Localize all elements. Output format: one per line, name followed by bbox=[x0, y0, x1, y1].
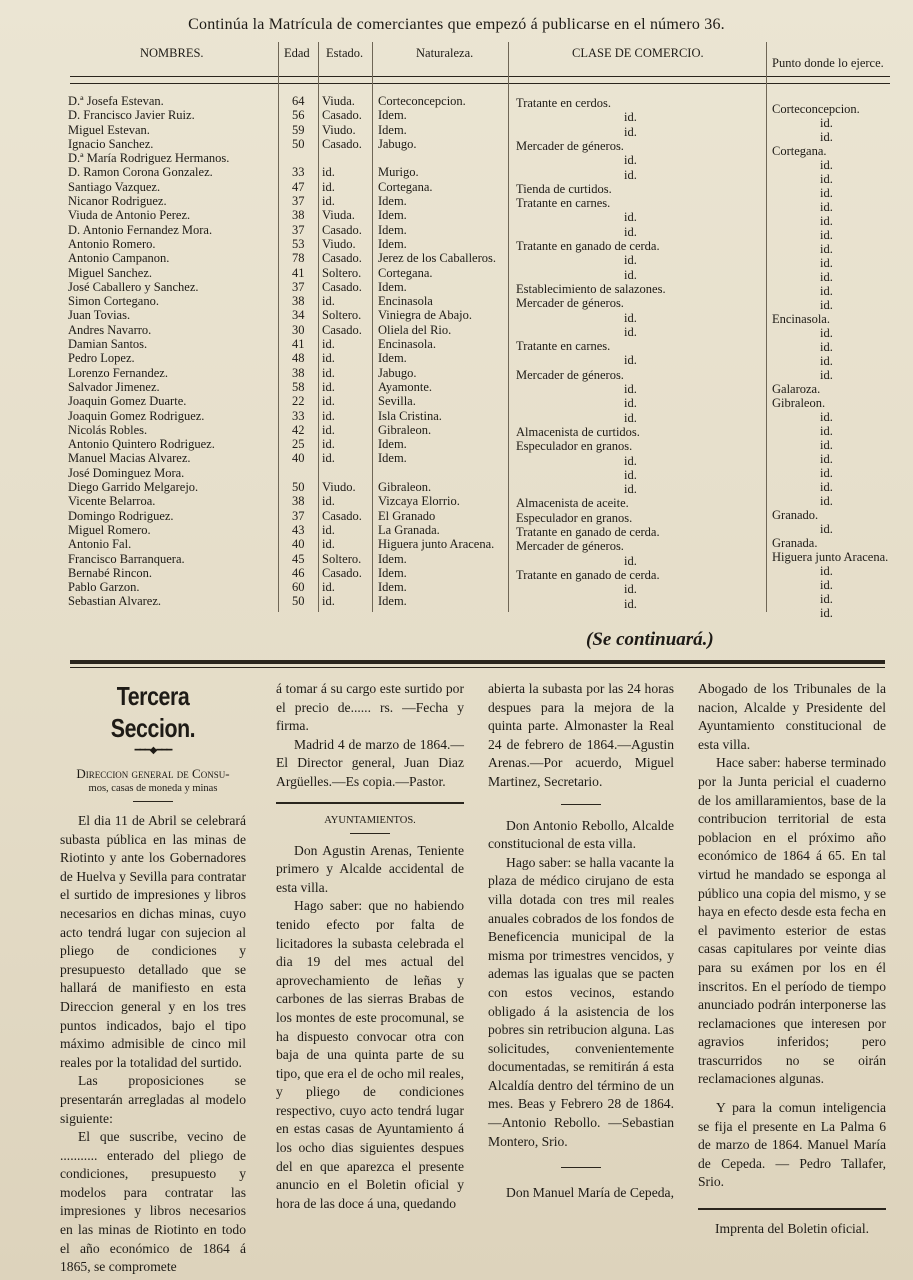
registry-state: Soltero. bbox=[322, 308, 362, 323]
registry-age: 58 bbox=[292, 379, 305, 394]
registry-commerce: Tienda de curtidos. bbox=[516, 181, 612, 196]
registry-name: Diego Garrido Melgarejo. bbox=[68, 480, 199, 495]
registry-age: 37 bbox=[292, 508, 305, 523]
registry-point: id. bbox=[820, 410, 833, 424]
registry-age bbox=[292, 466, 305, 480]
column-divider bbox=[766, 42, 767, 612]
registry-point: id. bbox=[820, 578, 833, 592]
registry-age: 53 bbox=[292, 236, 305, 251]
registry-commerce: id. bbox=[624, 124, 637, 139]
ayuntamientos-heading: AYUNTAMIENTOS. bbox=[324, 814, 416, 826]
registry-commerce: Tratante en carnes. bbox=[516, 339, 611, 354]
registry-name: José Dominguez Mora. bbox=[68, 465, 185, 480]
registry-point: id. bbox=[820, 452, 833, 466]
registry-nature: Gibraleon. bbox=[378, 422, 432, 437]
registry-state: id. bbox=[322, 179, 335, 194]
registry-nature: Encinasola. bbox=[378, 337, 436, 352]
auction-paragraph: El dia 11 de Abril se celebrará subasta pública en las minas de Riotinto y ante los Gobernadores de Huelva y Sevilla para contratar el surtido de impresiones y libros necesarios en dichas minas, cuyo acto tendrá lugar con sujecion al pliego de condiciones y presupuesto detallado que se hallará de manifiesto en esta Direccion general y en los tres puntos indicados, bajo el tipo máximo admisible de cinco mil reales por la totalidad del surtido. bbox=[60, 813, 246, 1070]
registry-commerce: Especulador en granos. bbox=[516, 439, 633, 454]
registry-age: 78 bbox=[292, 251, 305, 266]
registry-nature: Idem. bbox=[378, 351, 407, 366]
registry-commerce: id. bbox=[624, 253, 637, 268]
registry-age: 41 bbox=[292, 265, 305, 280]
department-line-1: Direccion general de Consu- bbox=[76, 766, 230, 781]
registry-name: Antonio Quintero Rodriguez. bbox=[68, 437, 215, 452]
registry-point: id. bbox=[820, 494, 833, 508]
registry-name: Manuel Macias Alvarez. bbox=[68, 451, 191, 466]
registry-state: Soltero. bbox=[322, 265, 362, 280]
registry-commerce: id. bbox=[624, 153, 637, 168]
registry-point: Higuera junto Aracena. bbox=[772, 550, 889, 564]
registry-state bbox=[322, 466, 362, 480]
madrid-signature: Madrid 4 de marzo de 1864.—El Director general, Juan Diaz Argüelles.—Es copia.—Pastor. bbox=[276, 736, 464, 789]
registry-state bbox=[322, 151, 362, 165]
registry-name: Domingo Rodriguez. bbox=[68, 508, 174, 523]
registry-state: Casado. bbox=[322, 251, 362, 266]
registry-name: Andres Navarro. bbox=[68, 322, 152, 337]
registry-commerce: Tratante en carnes. bbox=[516, 196, 611, 211]
proposals-paragraph: Las proposiciones se presentarán arregladas al modelo siguiente: bbox=[60, 1073, 246, 1126]
registry-nature: Gibraleon. bbox=[378, 480, 432, 495]
registry-age: 50 bbox=[292, 136, 305, 151]
registry-commerce: id. bbox=[624, 167, 637, 182]
state-column bbox=[322, 94, 362, 609]
ornament-rule: ━━━◆━━━ bbox=[134, 745, 172, 756]
registry-nature: Idem. bbox=[378, 108, 407, 123]
registry-name: Vicente Belarroa. bbox=[68, 494, 156, 509]
section-thin-rule bbox=[70, 667, 885, 668]
registry-age: 25 bbox=[292, 437, 305, 452]
registry-nature: Idem. bbox=[378, 437, 407, 452]
registry-state: Casado. bbox=[322, 279, 362, 294]
registry-point: id. bbox=[820, 130, 833, 144]
registry-name: Damian Santos. bbox=[68, 337, 148, 352]
registry-state: id. bbox=[322, 351, 335, 366]
registry-commerce: Mercader de géneros. bbox=[516, 138, 624, 153]
department-line-2: mos, casas de moneda y minas bbox=[88, 783, 218, 794]
registry-name: Antonio Campanon. bbox=[68, 251, 170, 266]
registry-point: id. bbox=[820, 256, 833, 270]
registry-point: Gibraleon. bbox=[772, 396, 826, 410]
registry-commerce: Tratante en cerdos. bbox=[516, 96, 611, 110]
registry-age: 38 bbox=[292, 365, 305, 380]
registry-age: 37 bbox=[292, 194, 305, 209]
registry-state: id. bbox=[322, 194, 335, 209]
registry-commerce: id. bbox=[624, 310, 637, 325]
column-header-nature: Naturaleza. bbox=[416, 46, 474, 60]
registry-commerce: id. bbox=[624, 267, 637, 282]
column-header-age: Edad bbox=[284, 46, 310, 60]
column-2 bbox=[276, 680, 464, 1213]
registry-name: Simon Cortegano. bbox=[68, 294, 159, 309]
registry-point: id. bbox=[820, 354, 833, 368]
registry-point: Cortegana. bbox=[772, 144, 827, 158]
registry-point: id. bbox=[820, 564, 833, 578]
registry-name: Joaquin Gomez Duarte. bbox=[68, 394, 187, 409]
registry-state: Viuda. bbox=[322, 94, 355, 108]
registry-commerce: Especulador en granos. bbox=[516, 510, 633, 525]
registry-name: D. Antonio Fernandez Mora. bbox=[68, 222, 213, 237]
column-divider bbox=[278, 42, 279, 612]
registry-age bbox=[292, 151, 305, 165]
registry-state: id. bbox=[322, 294, 335, 309]
registry-point: id. bbox=[820, 270, 833, 284]
cepeda-header: Don Manuel María de Cepeda, bbox=[506, 1185, 674, 1201]
registry-state: Casado. bbox=[322, 222, 362, 237]
registry-commerce: Mercader de géneros. bbox=[516, 367, 624, 382]
registry-name: Miguel Romero. bbox=[68, 522, 151, 537]
registry-nature: Idem. bbox=[378, 279, 407, 294]
rebollo-header: Don Antonio Rebollo, Alcalde constitucional de esta villa. bbox=[488, 817, 674, 852]
short-rule bbox=[561, 804, 601, 805]
registry-nature: Idem. bbox=[378, 594, 407, 609]
column-divider bbox=[318, 42, 319, 612]
registry-name: Joaquin Gomez Rodriguez. bbox=[68, 408, 205, 423]
section-thick-rule bbox=[70, 660, 885, 664]
registry-point: id. bbox=[820, 438, 833, 452]
column-divider bbox=[508, 42, 509, 612]
registry-commerce: id. bbox=[624, 467, 637, 482]
registry-age: 56 bbox=[292, 108, 305, 123]
registry-age: 64 bbox=[292, 94, 305, 108]
registry-commerce: id. bbox=[624, 410, 637, 425]
column-divider bbox=[372, 42, 373, 612]
names-column bbox=[68, 94, 229, 609]
registry-nature: La Granada. bbox=[378, 522, 440, 537]
registry-state: id. bbox=[322, 337, 335, 352]
registry-state: Casado. bbox=[322, 108, 362, 123]
registry-commerce: id. bbox=[624, 582, 637, 597]
registry-commerce: id. bbox=[624, 382, 637, 396]
registry-commerce: id. bbox=[624, 353, 637, 368]
registry-commerce: id. bbox=[624, 596, 637, 611]
column-header-commerce: CLASE DE COMERCIO. bbox=[572, 46, 704, 60]
registry-point: id. bbox=[820, 368, 833, 382]
registry-point: id. bbox=[820, 228, 833, 242]
registry-name: Pedro Lopez. bbox=[68, 351, 135, 366]
registry-name: Miguel Sanchez. bbox=[68, 265, 153, 280]
registry-point: Corteconcepcion. bbox=[772, 102, 860, 116]
registry-point: id. bbox=[820, 186, 833, 200]
registry-state: id. bbox=[322, 580, 335, 595]
registry-name: D.ª Josefa Estevan. bbox=[68, 94, 164, 108]
registry-point: id. bbox=[820, 480, 833, 494]
short-rule bbox=[561, 1167, 601, 1168]
page-title: Continúa la Matrícula de comerciantes que empezó á publicarse en el número 36. bbox=[188, 16, 725, 33]
registry-age: 38 bbox=[292, 208, 305, 223]
registry-commerce: id. bbox=[624, 210, 637, 225]
registry-name: Lorenzo Fernandez. bbox=[68, 365, 168, 380]
registry-commerce: id. bbox=[624, 553, 637, 568]
registry-commerce: id. bbox=[624, 110, 637, 125]
registry-age: 22 bbox=[292, 394, 305, 409]
registry-state: Casado. bbox=[322, 136, 362, 151]
registry-age: 50 bbox=[292, 594, 305, 609]
model-paragraph: El que suscribe, vecino de ........... enterado del pliego de condiciones, presupuesto y modelos para contratar las impresiones y libros necesarios en las minas de Riotinto en todo el año económico de 1864 á 1865, se compromete bbox=[60, 1129, 246, 1275]
registry-nature: El Granado bbox=[378, 508, 436, 523]
registry-nature: Idem. bbox=[378, 565, 407, 580]
registry-nature: Idem. bbox=[378, 222, 407, 237]
registry-name: Francisco Barranquera. bbox=[68, 551, 185, 566]
registry-nature: Encinasola bbox=[378, 294, 433, 309]
registry-nature: Idem. bbox=[378, 194, 407, 209]
registry-nature: Idem. bbox=[378, 236, 407, 251]
registry-age: 42 bbox=[292, 422, 305, 437]
header-rule bbox=[70, 76, 890, 77]
registry-nature: Murigo. bbox=[378, 165, 419, 180]
registry-age: 45 bbox=[292, 551, 305, 566]
registry-name: José Caballero y Sanchez. bbox=[68, 279, 199, 294]
registry-point: id. bbox=[820, 340, 833, 354]
registry-age: 30 bbox=[292, 322, 305, 337]
imprint-line: Imprenta del Boletin oficial. bbox=[714, 1221, 869, 1237]
registry-nature: Jabugo. bbox=[378, 365, 417, 380]
rebollo-notice: Hago saber: se halla vacante la plaza de médico cirujano de esta villa dotada con tres mil reales anuales cobrados de los fondos de Beneficencia municipal de la misma por trimestres vencidos, y ademas las igualas que se pacten con estos vecinos, estando obligado á la asistencia de los pobres sin retribucion alguna. Las solicitudes, convenientemente documentadas, se remitirán á esta Alcaldía dentro del término de un mes. Beas y Febrero 28 de 1864.—Antonio Rebollo. —Sebastian Montero, Srio. bbox=[488, 854, 674, 1149]
registry-point: id. bbox=[820, 606, 833, 620]
short-rule bbox=[133, 801, 173, 802]
registry-age: 40 bbox=[292, 451, 305, 466]
registry-state: Casado. bbox=[322, 565, 362, 580]
registry-state: id. bbox=[322, 408, 335, 423]
registry-name: Sebastian Alvarez. bbox=[68, 594, 162, 609]
arenas-notice: Hago saber: que no habiendo tenido efecto por falta de licitadores la subasta celebrada el dia 19 del mes actual del aprovechamiento de leñas y carbones de las sierras Brabas de los montes de este procomunal, se ha dispuesto convocar otra con baja de una quinta parte de su tipo, que era el de ocho mil reales, y pliego de condiciones respectivo, cuyo acto tendrá lugar en estas casas de Ayuntamiento á los ocho dias siguientes despues del en que aparezca el presente anuncio en el Boletin oficial y hora de las doce á una, quedando bbox=[276, 898, 464, 1211]
registry-name: Juan Tovias. bbox=[68, 308, 131, 323]
cepeda-closing: Y para la comun inteligencia se fija el presente en La Palma 6 de marzo de 1864. Manuel María de Cepeda. — Pedro Tallafer, Srio. bbox=[698, 1100, 886, 1190]
registry-state: id. bbox=[322, 451, 335, 466]
registry-nature: Cortegana. bbox=[378, 179, 433, 194]
registry-commerce: Mercader de géneros. bbox=[516, 296, 624, 311]
registry-nature: Cortegana. bbox=[378, 265, 433, 280]
registry-point: id. bbox=[820, 172, 833, 186]
registry-state: Viudo. bbox=[322, 122, 356, 137]
registry-state: Viudo. bbox=[322, 480, 356, 495]
registry-nature: Isla Cristina. bbox=[378, 408, 442, 423]
registry-age: 41 bbox=[292, 337, 305, 352]
registry-state: Viuda. bbox=[322, 208, 355, 223]
registry-name: Antonio Romero. bbox=[68, 236, 156, 251]
registry-nature: Ayamonte. bbox=[378, 379, 433, 394]
registry-name: D. Ramon Corona Gonzalez. bbox=[68, 165, 213, 180]
registry-nature bbox=[378, 466, 496, 480]
arenas-header: Don Agustin Arenas, Teniente primero y Alcalde accidental de esta villa. bbox=[276, 842, 464, 895]
column-header-names: NOMBRES. bbox=[140, 46, 204, 60]
column-rule bbox=[698, 1208, 886, 1210]
registry-name: Salvador Jimenez. bbox=[68, 379, 160, 394]
registry-commerce: id. bbox=[624, 324, 637, 339]
registry-commerce: Establecimiento de salazones. bbox=[516, 281, 666, 296]
registry-age: 33 bbox=[292, 165, 305, 180]
registry-name: Nicanor Rodriguez. bbox=[68, 194, 167, 209]
registry-name: Santiago Vazquez. bbox=[68, 179, 161, 194]
registry-nature bbox=[378, 151, 496, 165]
registry-state: Casado. bbox=[322, 508, 362, 523]
registry-state: id. bbox=[322, 365, 335, 380]
registry-nature: Idem. bbox=[378, 551, 407, 566]
registry-commerce: Tratante en ganado de cerda. bbox=[516, 567, 660, 582]
registry-state: id. bbox=[322, 494, 335, 509]
section-title: Tercera Seccion. bbox=[110, 681, 196, 743]
registry-point: Galaroza. bbox=[772, 382, 821, 396]
registry-age: 43 bbox=[292, 522, 305, 537]
registry-point: id. bbox=[820, 424, 833, 438]
registry-commerce: Almacenista de curtidos. bbox=[516, 424, 640, 439]
registry-age: 59 bbox=[292, 122, 305, 137]
column-1 bbox=[60, 680, 246, 1277]
registry-commerce: Mercader de géneros. bbox=[516, 539, 624, 554]
registry-age: 48 bbox=[292, 351, 305, 366]
registry-age: 60 bbox=[292, 580, 305, 595]
registry-age: 50 bbox=[292, 480, 305, 495]
cepeda-title: Abogado de los Tribunales de la nacion, Alcalde y Presidente del Ayuntamiento constitucional de esta villa. bbox=[698, 681, 886, 752]
registry-age: 38 bbox=[292, 294, 305, 309]
registry-nature: Idem. bbox=[378, 208, 407, 223]
registry-point: Granada. bbox=[772, 536, 818, 550]
registry-age: 37 bbox=[292, 279, 305, 294]
registry-nature: Idem. bbox=[378, 122, 407, 137]
registry-name: Nicolás Robles. bbox=[68, 422, 148, 437]
column-rule bbox=[276, 802, 464, 804]
registry-point: id. bbox=[820, 242, 833, 256]
registry-point: id. bbox=[820, 200, 833, 214]
registry-nature: Viniegra de Abajo. bbox=[378, 308, 473, 323]
column-4 bbox=[698, 680, 886, 1239]
registry-point: id. bbox=[820, 522, 833, 536]
column-header-state: Estado. bbox=[326, 46, 364, 60]
cepeda-notice: Hace saber: haberse terminado por la Junta pericial el cuaderno de los amillaramientos, base de la contribucion territorial de esta poblacion en el próximo año económico de 1864 á 65. En tal virtud he mandado se esponga al público una copia del mismo, y se haya en efecto desde esta fecha en el pavimento esterior de estas casas capitulares por veinte dias para su exámen por los en él inscritos. En el período de tiempo anunciado podrán interponerse las reclamaciones que interesen por agravios inferidos; pero trascurridos no se oirán reclamaciones algunas. bbox=[698, 755, 886, 1087]
registry-name: Viuda de Antonio Perez. bbox=[68, 208, 191, 223]
registry-age: 37 bbox=[292, 222, 305, 237]
registry-name: Pablo Garzon. bbox=[68, 580, 140, 595]
registry-nature: Idem. bbox=[378, 451, 407, 466]
registry-point: id. bbox=[820, 116, 833, 130]
registry-nature: Higuera junto Aracena. bbox=[378, 537, 495, 552]
registry-state: id. bbox=[322, 437, 335, 452]
registry-point: id. bbox=[820, 214, 833, 228]
registry-state: Soltero. bbox=[322, 551, 362, 566]
registry-point: Granado. bbox=[772, 508, 819, 522]
registry-nature: Idem. bbox=[378, 580, 407, 595]
registry-point: Encinasola. bbox=[772, 312, 830, 326]
registry-age: 34 bbox=[292, 308, 305, 323]
registry-point: id. bbox=[820, 298, 833, 312]
registry-point: id. bbox=[820, 466, 833, 480]
registry-commerce: id. bbox=[624, 453, 637, 468]
column-header-point: Punto donde lo ejerce. bbox=[772, 56, 884, 70]
registry-nature: Vizcaya Elorrio. bbox=[378, 494, 460, 509]
registry-point: id. bbox=[820, 592, 833, 606]
registry-point: id. bbox=[820, 326, 833, 340]
registry-state: id. bbox=[322, 594, 335, 609]
registry-state: id. bbox=[322, 537, 335, 552]
registry-age: 46 bbox=[292, 565, 305, 580]
registry-age: 47 bbox=[292, 179, 305, 194]
registry-state: id. bbox=[322, 522, 335, 537]
registry-commerce: Tratante en ganado de cerda. bbox=[516, 525, 660, 539]
registry-commerce: Tratante en ganado de cerda. bbox=[516, 239, 660, 253]
registry-name: Miguel Estevan. bbox=[68, 122, 150, 137]
arenas-continuation: abierta la subasta por las 24 horas despues para la mejora de la quinta parte. Almonaster la Real 24 de febrero de 1864.—Agustin Arenas.—Por acuerdo, Miguel Martinez, Secretario. bbox=[488, 681, 674, 789]
registry-state: id. bbox=[322, 394, 335, 409]
registry-name: Bernabé Rincon. bbox=[68, 565, 153, 580]
registry-nature: Oliela del Rio. bbox=[378, 322, 452, 337]
registry-name: Antonio Fal. bbox=[68, 537, 132, 552]
registry-nature: Sevilla. bbox=[378, 394, 416, 409]
registry-age: 33 bbox=[292, 408, 305, 423]
registry-commerce: id. bbox=[624, 224, 637, 239]
registry-commerce: Almacenista de aceite. bbox=[516, 496, 629, 511]
registry-age: 40 bbox=[292, 537, 305, 552]
registry-state: id. bbox=[322, 379, 335, 394]
registry-nature: Corteconcepcion. bbox=[378, 94, 466, 108]
registry-state: id. bbox=[322, 422, 335, 437]
registry-point: id. bbox=[820, 284, 833, 298]
continues-note: (Se continuará.) bbox=[586, 629, 714, 650]
column-3 bbox=[488, 680, 674, 1203]
registry-name: D. Francisco Javier Ruiz. bbox=[68, 108, 195, 123]
registry-point: id. bbox=[820, 158, 833, 172]
registry-name: Ignacio Sanchez. bbox=[68, 136, 154, 151]
registry-state: Casado. bbox=[322, 322, 362, 337]
registry-commerce: id. bbox=[624, 482, 637, 497]
registry-state: Viudo. bbox=[322, 236, 356, 251]
registry-age: 38 bbox=[292, 494, 305, 509]
nature-column bbox=[378, 94, 496, 609]
registry-nature: Jabugo. bbox=[378, 136, 417, 151]
registry-nature: Jerez de los Caballeros. bbox=[378, 251, 497, 266]
age-column bbox=[292, 94, 305, 609]
header-rule-2 bbox=[70, 83, 890, 84]
registry-state: id. bbox=[322, 165, 335, 180]
model-continuation: á tomar á su cargo este surtido por el precio de...... rs. —Fecha y firma. bbox=[276, 681, 464, 734]
short-rule bbox=[350, 833, 390, 834]
registry-commerce: id. bbox=[624, 396, 637, 411]
registry-name: D.ª María Rodriguez Hermanos. bbox=[68, 151, 230, 166]
